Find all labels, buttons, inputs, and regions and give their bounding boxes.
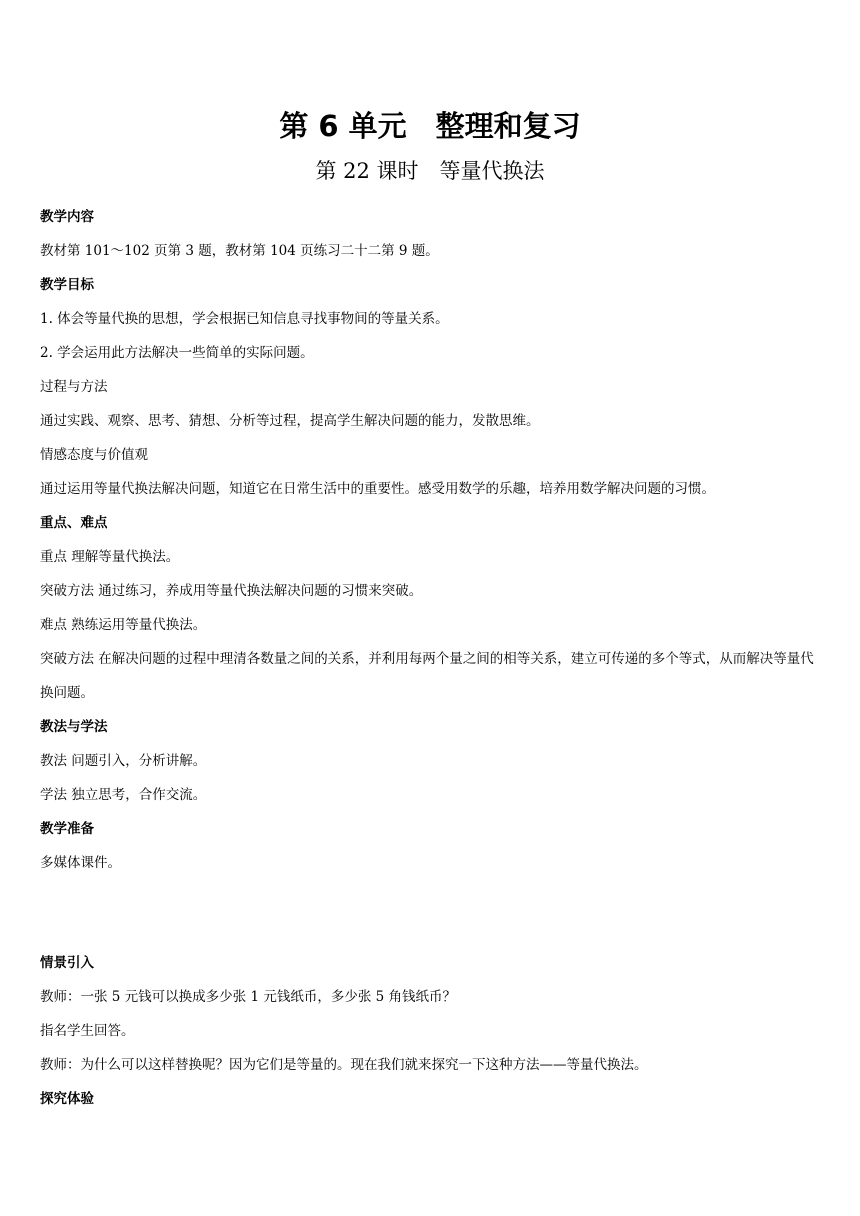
paragraph-intro-3: 教师：为什么可以这样替换呢？因为它们是等量的。现在我们就来探究一下这种方法——等量代换法。 [40, 1057, 648, 1073]
paragraph-difficulty: 难点 熟练运用等量代换法。 [40, 617, 207, 633]
section-heading-content: 教学内容 [40, 209, 94, 225]
paragraph-goal-2: 2. 学会运用此方法解决一些简单的实际问题。 [40, 345, 314, 361]
section-heading-intro: 情景引入 [40, 955, 94, 971]
paragraph-key-method: 突破方法 通过练习，养成用等量代换法解决问题的习惯来突破。 [40, 583, 423, 599]
paragraph-goal-1: 1. 体会等量代换的思想，学会根据已知信息寻找事物间的等量关系。 [40, 311, 449, 327]
blank-gap [40, 880, 825, 946]
unit-title: 第 6 单元 整理和复习 [279, 109, 581, 143]
paragraph-learn-method: 学法 独立思考，合作交流。 [40, 787, 207, 803]
section-heading-goals: 教学目标 [40, 277, 94, 293]
label-emotion: 情感态度与价值观 [40, 447, 148, 463]
paragraph-prep: 多媒体课件。 [40, 855, 121, 871]
paragraph-difficulty-method: 突破方法 在解决问题的过程中理清各数量之间的关系，并利用每两个量之间的相等关系，建立可传递的多个等式，从而解决等量代换问题。 [40, 651, 814, 701]
label-process: 过程与方法 [40, 379, 108, 395]
section-heading-methods: 教法与学法 [40, 719, 108, 735]
paragraph-key-point: 重点 理解等量代换法。 [40, 549, 180, 565]
document-body [40, 200, 825, 1116]
paragraph-intro-1: 教师：一张 5 元钱可以换成多少张 1 元钱纸币，多少张 5 角钱纸币？ [40, 989, 457, 1005]
section-heading-key: 重点、难点 [40, 515, 108, 531]
lesson-subtitle: 第 22 课时 等量代换法 [315, 159, 545, 183]
paragraph-intro-2: 指名学生回答。 [40, 1023, 135, 1039]
paragraph-emotion: 通过运用等量代换法解决问题，知道它在日常生活中的重要性。感受用数学的乐趣，培养用数学解决问题的习惯。 [40, 481, 715, 497]
section-heading-explore: 探究体验 [40, 1091, 94, 1107]
paragraph-content: 教材第 101～102 页第 3 题，教材第 104 页练习二十二第 9 题。 [40, 243, 439, 259]
section-heading-prep: 教学准备 [40, 821, 94, 837]
paragraph-teach-method: 教法 问题引入，分析讲解。 [40, 753, 207, 769]
paragraph-process: 通过实践、观察、思考、猜想、分析等过程，提高学生解决问题的能力，发散思维。 [40, 413, 540, 429]
